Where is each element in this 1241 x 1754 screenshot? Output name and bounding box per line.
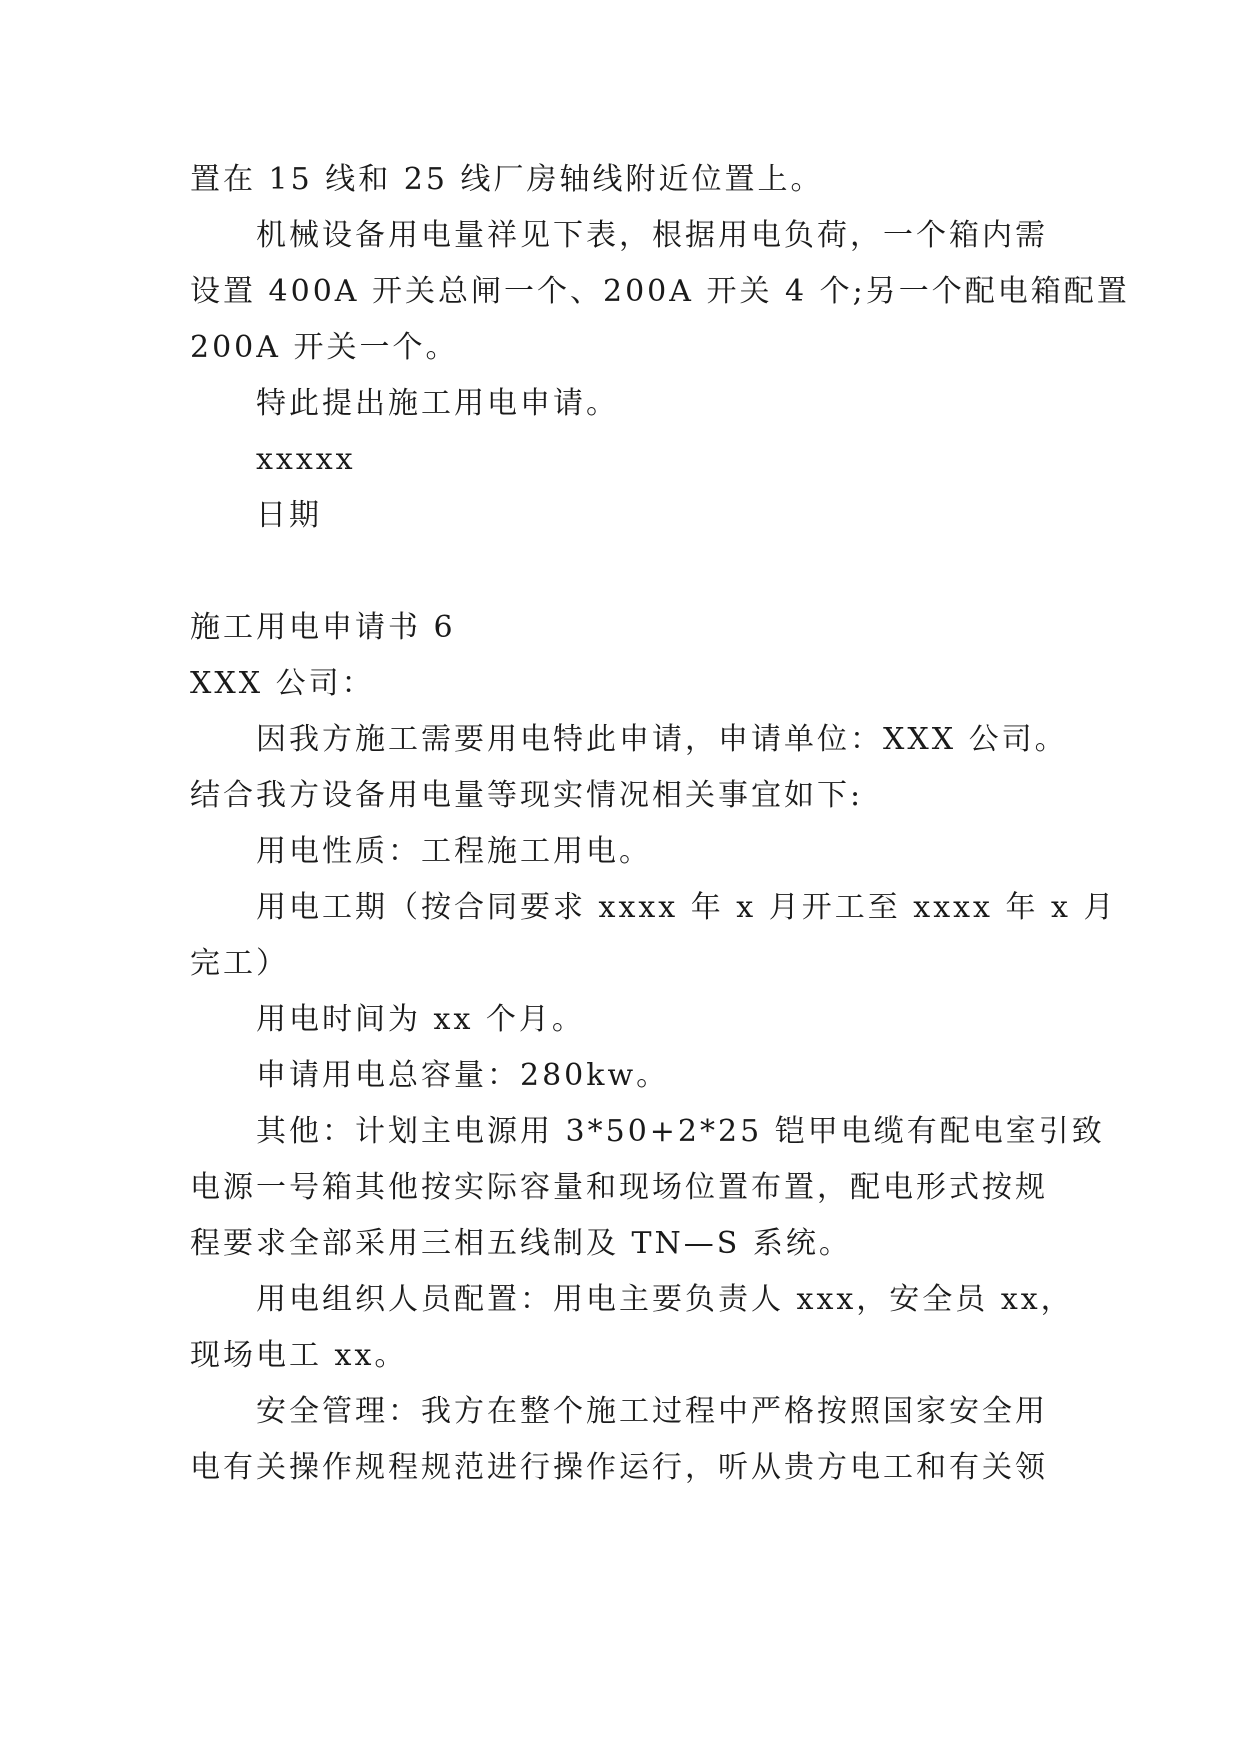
text-line: 用电工期（按合同要求 xxxx 年 x 月开工至 xxxx 年 x 月: [256, 890, 1117, 925]
text-line: 设置 400A 开关总闸一个、200A 开关 4 个;另一个配电箱配置: [190, 274, 1130, 309]
text-line: 机械设备用电量祥见下表，根据用电负荷，一个箱内需: [256, 218, 1048, 253]
text-line: 200A 开关一个。: [190, 330, 459, 365]
text-line: xxxxx: [256, 442, 356, 477]
text-line: 完工）: [190, 946, 289, 981]
text-line: 用电组织人员配置：用电主要负责人 xxx，安全员 xx，: [256, 1282, 1074, 1317]
text-line: 安全管理：我方在整个施工过程中严格按照国家安全用: [256, 1394, 1048, 1429]
text-line: 日期: [256, 498, 322, 533]
text-line: 置在 15 线和 25 线厂房轴线附近位置上。: [190, 162, 824, 197]
text-line: 现场电工 xx。: [190, 1338, 408, 1373]
text-line: 申请用电总容量：280kw。: [256, 1058, 670, 1093]
text-line: 电源一号箱其他按实际容量和现场位置布置，配电形式按规: [190, 1170, 1048, 1205]
text-line: 因我方施工需要用电特此申请，申请单位：XXX 公司。: [256, 722, 1068, 757]
addressee: XXX 公司：: [190, 666, 375, 701]
text-line: 电有关操作规程规范进行操作运行，听从贵方电工和有关领: [190, 1450, 1048, 1485]
text-line: 其他：计划主电源用 3*50+2*25 铠甲电缆有配电室引致: [256, 1114, 1105, 1149]
text-line: 用电时间为 xx 个月。: [256, 1002, 585, 1037]
text-line: 用电性质：工程施工用电。: [256, 834, 652, 869]
text-line: 程要求全部采用三相五线制及 TN—S 系统。: [190, 1226, 852, 1261]
text-line: 特此提出施工用电申请。: [256, 386, 619, 421]
text-line: 结合我方设备用电量等现实情况相关事宜如下:: [190, 778, 864, 813]
section-title: 施工用电申请书 6: [190, 610, 456, 645]
